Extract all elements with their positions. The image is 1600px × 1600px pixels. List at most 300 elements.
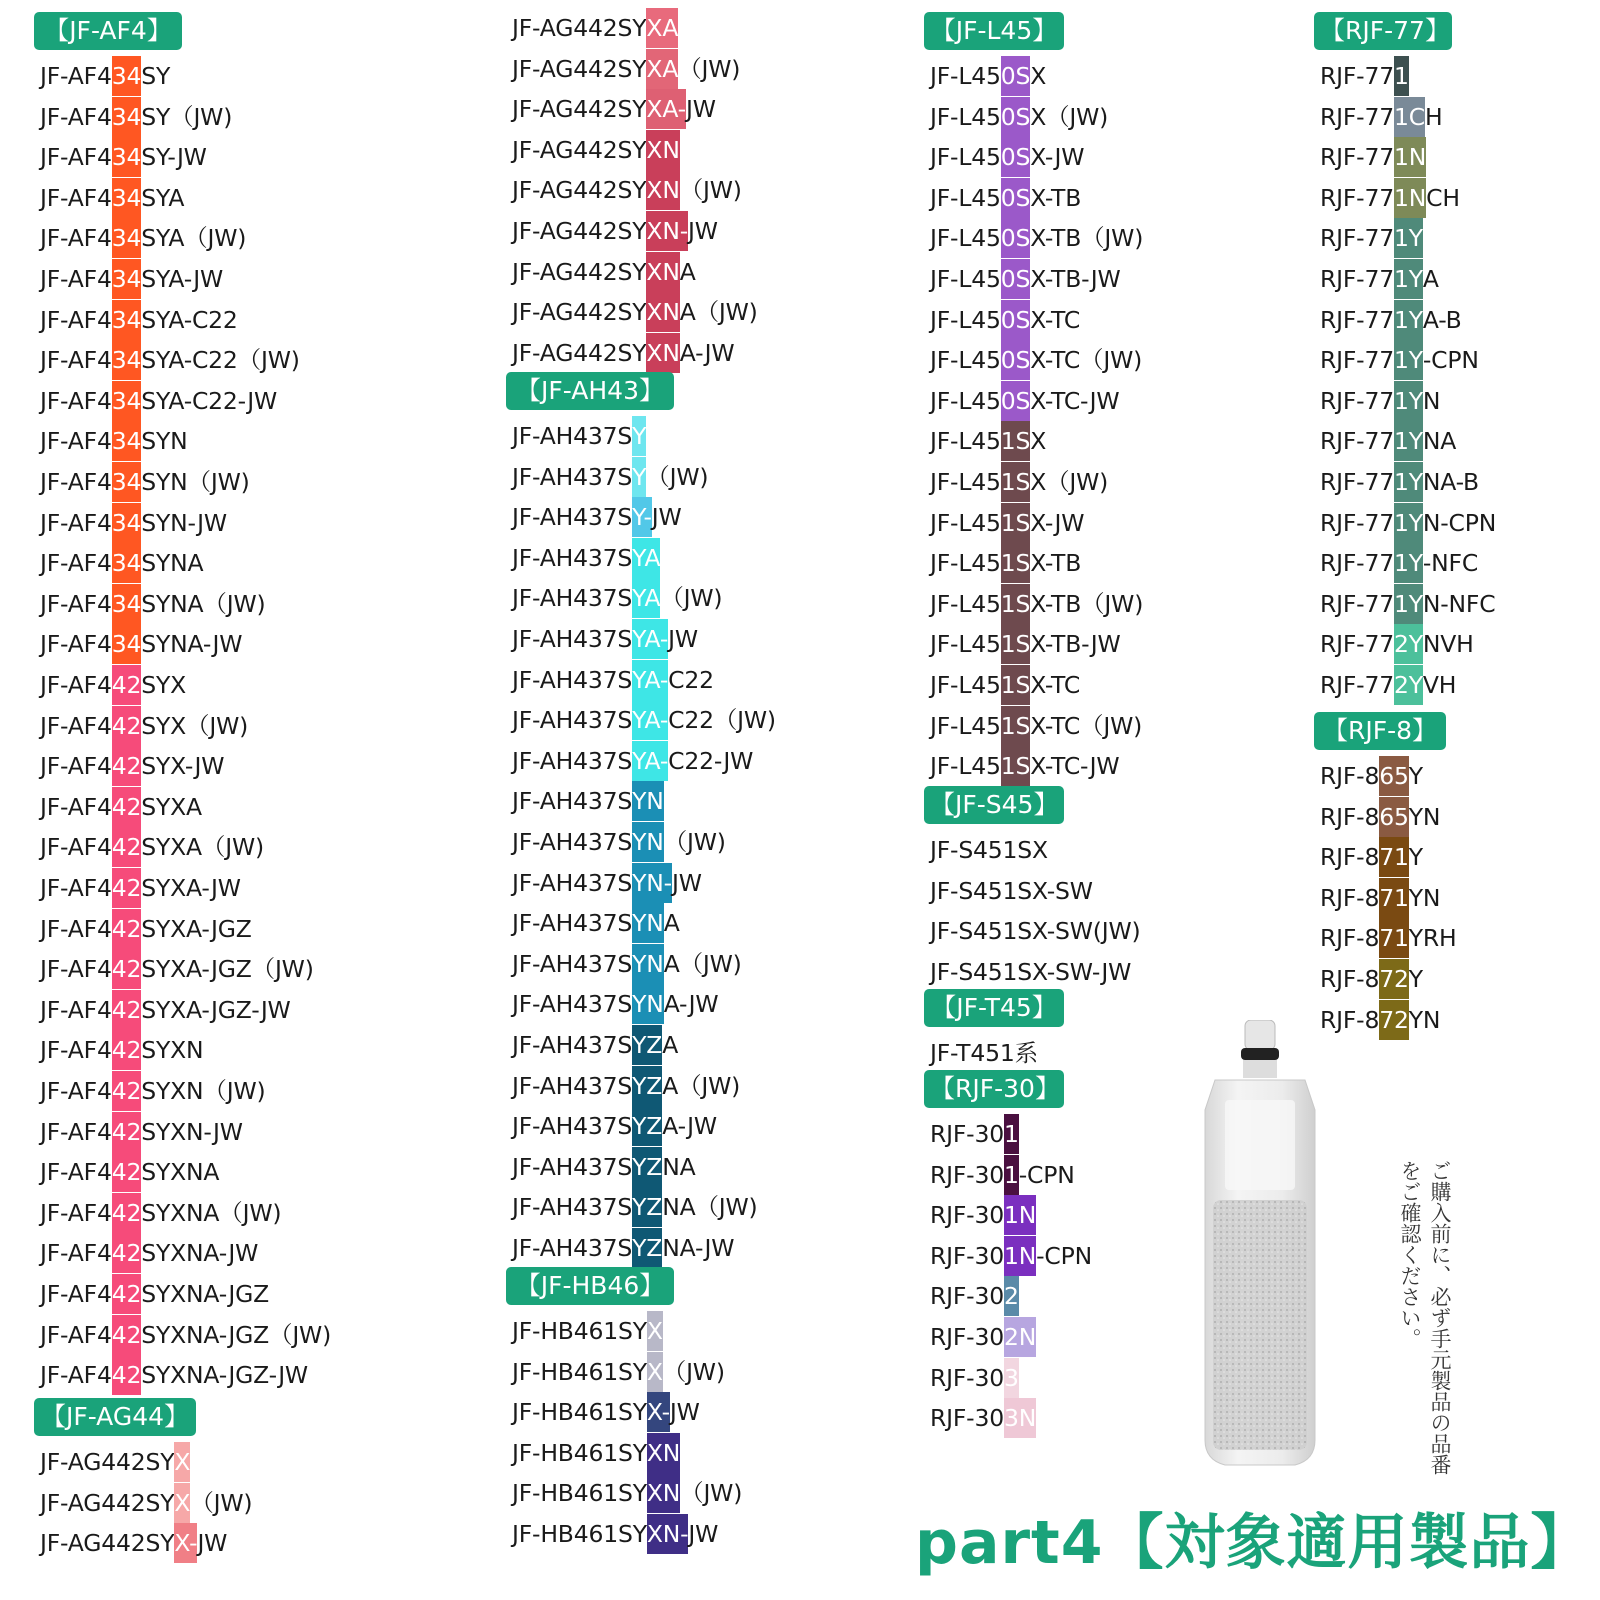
highlight-code: 3N [1004, 1398, 1036, 1438]
highlight-code: 42 [112, 1274, 142, 1314]
highlight-code: YA [632, 578, 660, 618]
model-prefix: JF-AF4 [40, 1198, 112, 1227]
model-number [40, 178, 184, 218]
model-prefix: JF-AF4 [40, 671, 112, 699]
model-number [40, 340, 300, 380]
model-number [930, 381, 1119, 421]
model-prefix: JF-L45 [930, 630, 1001, 659]
highlight-code: X [647, 1352, 663, 1392]
highlight-code: 1N [1004, 1236, 1036, 1276]
model-number [40, 259, 223, 299]
highlight-code: XN [646, 252, 679, 292]
model-prefix: RJF-8 [1320, 1005, 1380, 1034]
model-prefix: JF-L45 [930, 752, 1001, 781]
highlight-code: 1Y [1394, 462, 1423, 502]
model-prefix: JF-AH437S [512, 746, 633, 775]
model-prefix: JF-S451SX-SW-JW [930, 957, 1132, 986]
model-prefix: RJF-8 [1320, 883, 1380, 912]
model-suffix: SY [141, 62, 171, 90]
highlight-code: YA- [632, 660, 668, 700]
model-number [930, 178, 1081, 218]
model-prefix: JF-AF4 [40, 630, 112, 659]
highlight-code: YA- [632, 741, 668, 781]
model-prefix: JF-AF4 [40, 1158, 112, 1187]
highlight-code: 42 [112, 1315, 142, 1355]
model-prefix: JF-AF4 [40, 1117, 112, 1146]
highlight-code: YN [632, 984, 664, 1024]
model-suffix: X-TB-JW [1030, 630, 1121, 659]
model-number [1320, 56, 1409, 96]
highlight-code: 1S [1001, 706, 1030, 746]
highlight-code: 34 [112, 56, 142, 96]
model-suffix: SYA-JW [141, 265, 224, 293]
model-prefix: RJF-77 [1320, 183, 1394, 212]
highlight-code: 0S [1001, 259, 1030, 299]
highlight-code: YZ [632, 1147, 662, 1187]
model-number [512, 49, 740, 89]
model-prefix: RJF-30 [930, 1120, 1004, 1148]
model-suffix: JW [668, 625, 698, 653]
model-prefix: JF-AG442SY [512, 338, 647, 367]
model-number [930, 1155, 1075, 1195]
model-prefix: JF-AG442SY [512, 217, 647, 245]
highlight-code: 1S [1001, 543, 1030, 583]
model-prefix: JF-AF4 [40, 1036, 112, 1065]
highlight-code: YN [632, 781, 664, 821]
model-suffix: SYNA [141, 549, 204, 578]
highlight-code: 42 [112, 1112, 142, 1152]
model-number [40, 868, 241, 908]
model-number [40, 543, 203, 583]
model-number [930, 462, 1108, 502]
model-number [512, 1392, 700, 1432]
model-number [40, 1152, 219, 1192]
model-suffix: X [1030, 62, 1047, 90]
model-number [40, 1355, 308, 1395]
highlight-code: XN [647, 1433, 680, 1473]
model-number [930, 624, 1121, 664]
model-prefix: JF-AF4 [40, 711, 112, 740]
model-prefix: RJF-77 [1320, 671, 1394, 699]
highlight-code: 1S [1001, 421, 1030, 461]
series-badge: 【RJF-8】 [1314, 712, 1446, 750]
model-number [512, 619, 698, 659]
series-badge: 【JF-T45】 [924, 989, 1064, 1027]
highlight-code: 71 [1379, 837, 1409, 877]
model-suffix: Y [1408, 762, 1423, 790]
highlight-code: X [174, 1483, 190, 1523]
model-number [1320, 218, 1423, 258]
model-number [1320, 178, 1460, 218]
model-suffix: YN [1408, 1005, 1441, 1034]
model-number [512, 741, 753, 781]
highlight-code: 0S [1001, 56, 1030, 96]
model-prefix: RJF-30 [930, 1241, 1004, 1270]
highlight-code: 34 [112, 97, 142, 137]
model-number [40, 584, 265, 624]
model-suffix: -NFC [1422, 549, 1479, 578]
highlight-code: 42 [112, 1152, 142, 1192]
highlight-code: 72 [1379, 1000, 1409, 1040]
model-prefix: JF-AH437S [512, 584, 633, 613]
model-prefix: JF-AF4 [40, 833, 112, 862]
model-suffix: SYXN-JW [141, 1117, 243, 1146]
model-suffix: SYXA [141, 792, 202, 821]
model-suffix: （JW) [660, 584, 723, 613]
highlight-code: 2Y [1394, 624, 1423, 664]
series-badge: 【JF-S45】 [924, 786, 1064, 824]
highlight-code: 71 [1379, 878, 1409, 918]
model-prefix: RJF-30 [930, 1323, 1004, 1351]
model-suffix: SY（JW) [141, 102, 233, 131]
model-prefix: JF-L45 [930, 468, 1001, 496]
model-number [1320, 503, 1496, 543]
highlight-code: 71 [1379, 918, 1409, 958]
highlight-code: 34 [112, 137, 142, 177]
highlight-code: 42 [112, 706, 142, 746]
model-prefix: RJF-77 [1320, 427, 1394, 456]
highlight-code: 1S [1001, 746, 1030, 786]
highlight-code: YZ [632, 1066, 662, 1106]
model-number [40, 56, 170, 96]
model-number [512, 416, 646, 456]
highlight-code: YA [632, 538, 660, 578]
model-prefix: JF-AG442SY [512, 298, 647, 327]
model-prefix: JF-HB461SY [512, 1357, 647, 1386]
model-suffix: SY-JW [141, 143, 207, 172]
highlight-code: 34 [112, 543, 142, 583]
model-number [930, 1033, 1038, 1073]
model-number [1320, 340, 1479, 380]
model-prefix: JF-AG442SY [40, 1448, 175, 1476]
highlight-code: 42 [112, 1030, 142, 1070]
model-prefix: JF-AH437S [512, 990, 633, 1019]
highlight-code: X [647, 1311, 663, 1351]
highlight-code: XN [646, 292, 679, 332]
model-number [40, 909, 252, 949]
model-suffix: SYN-JW [141, 508, 227, 537]
model-prefix: RJF-77 [1320, 62, 1394, 90]
model-prefix: JF-AH437S [512, 1071, 633, 1100]
model-number [512, 578, 722, 618]
highlight-code: 1N [1004, 1195, 1036, 1235]
highlight-code: 1 [1004, 1114, 1019, 1154]
model-prefix: JF-HB461SY [512, 1317, 647, 1345]
highlight-code: 1 [1004, 1155, 1019, 1195]
model-suffix: X [1030, 427, 1047, 456]
model-prefix: JF-AH437S [512, 1031, 633, 1059]
highlight-code: X- [647, 1392, 670, 1432]
confirm-note: ご購入前に、必ず手元製品の品番をご確認ください。 [1398, 1160, 1452, 1475]
model-number [512, 170, 742, 210]
model-suffix: A-JW [662, 1112, 717, 1141]
highlight-code: 34 [112, 381, 142, 421]
model-number [40, 1315, 331, 1355]
model-suffix: SYXA-JGZ-JW [141, 995, 291, 1024]
model-number [40, 137, 207, 177]
model-prefix: JF-AF4 [40, 224, 112, 253]
model-suffix: SYXNA-JW [141, 1239, 259, 1268]
model-prefix: RJF-77 [1320, 265, 1394, 293]
highlight-code: 1Y [1394, 503, 1423, 543]
highlight-code: 42 [112, 1193, 142, 1233]
model-number [40, 218, 246, 258]
highlight-code: XA [646, 8, 678, 48]
model-prefix: JF-AH437S [512, 503, 633, 532]
model-prefix: JF-AF4 [40, 874, 112, 902]
highlight-code: 1Y [1394, 259, 1423, 299]
model-suffix: SYX-JW [141, 752, 225, 781]
model-suffix: Y [1408, 843, 1423, 872]
highlight-code: XN [646, 170, 679, 210]
highlight-code: 72 [1379, 959, 1409, 999]
model-suffix: SYNA-JW [141, 630, 243, 659]
model-number [930, 1276, 1019, 1316]
model-suffix: X-TC-JW [1030, 752, 1120, 781]
model-number [930, 137, 1084, 177]
model-number [930, 706, 1142, 746]
model-number [512, 660, 714, 700]
model-number [40, 787, 202, 827]
series-badge: 【JF-AH43】 [506, 372, 674, 410]
model-prefix: JF-S451SX-SW [930, 876, 1093, 905]
model-number [512, 700, 776, 740]
model-number [1320, 918, 1457, 958]
model-number [512, 1187, 758, 1227]
highlight-code: 34 [112, 584, 142, 624]
model-prefix: JF-AH437S [512, 828, 633, 856]
model-prefix: JF-AF4 [40, 143, 112, 172]
model-suffix: A-B [1422, 305, 1462, 334]
model-number [512, 1311, 663, 1351]
model-prefix: RJF-8 [1320, 924, 1380, 953]
model-prefix: JF-AH437S [512, 1234, 633, 1262]
model-suffix: C22-JW [668, 746, 754, 775]
highlight-code: 34 [112, 300, 142, 340]
model-suffix: YN [1408, 883, 1441, 912]
model-suffix: （JW) [678, 54, 741, 83]
highlight-code: Y [632, 416, 646, 456]
model-prefix: JF-AH437S [512, 949, 633, 978]
model-prefix: JF-AF4 [40, 1320, 112, 1349]
model-prefix: RJF-30 [930, 1160, 1004, 1189]
model-prefix: JF-S451SX [930, 836, 1048, 864]
model-number [1320, 462, 1479, 502]
model-number [930, 746, 1119, 786]
model-prefix: JF-L45 [930, 143, 1001, 172]
model-number [40, 1483, 252, 1523]
model-suffix: N-NFC [1422, 589, 1496, 618]
model-number [930, 952, 1131, 992]
model-prefix: JF-AG442SY [512, 176, 647, 205]
model-suffix: X-TB [1030, 549, 1082, 578]
model-number [512, 1514, 718, 1554]
model-number [512, 822, 726, 862]
highlight-code: 34 [112, 503, 142, 543]
model-number [1320, 381, 1440, 421]
highlight-code: 1Y [1394, 584, 1423, 624]
highlight-code: YZ [632, 1228, 662, 1268]
model-suffix: （JW) [646, 462, 709, 491]
model-suffix: X-TC [1030, 671, 1081, 699]
highlight-code: 1Y [1394, 381, 1423, 421]
highlight-code: 42 [112, 787, 142, 827]
model-suffix: SYXNA（JW) [141, 1198, 282, 1227]
model-number [512, 292, 758, 332]
model-suffix: SYNA（JW) [141, 589, 266, 618]
highlight-code: 1Y [1394, 421, 1423, 461]
model-suffix: A（JW) [663, 949, 742, 978]
highlight-code: YN [632, 903, 664, 943]
model-number [40, 1030, 203, 1070]
model-number [930, 543, 1081, 583]
highlight-code: 1 [1394, 56, 1409, 96]
model-number [1320, 1000, 1440, 1040]
model-prefix: JF-AF4 [40, 62, 112, 90]
model-number [40, 1442, 190, 1482]
highlight-code: YZ [632, 1187, 662, 1227]
model-number [930, 1358, 1019, 1398]
model-number [512, 863, 702, 903]
model-number [512, 984, 718, 1024]
model-prefix: JF-AH437S [512, 909, 633, 938]
model-number [930, 1398, 1036, 1438]
model-number [1320, 543, 1478, 583]
model-suffix: SYXA-JGZ（JW) [141, 955, 314, 984]
model-prefix: RJF-77 [1320, 468, 1394, 496]
model-number [512, 903, 680, 943]
model-number [1320, 97, 1442, 137]
model-suffix: X-TC-JW [1030, 386, 1120, 415]
model-number [40, 665, 186, 705]
model-number [512, 1228, 734, 1268]
model-number [512, 89, 716, 129]
model-number [512, 1352, 725, 1392]
highlight-code: 34 [112, 421, 142, 461]
model-number [40, 1193, 281, 1233]
highlight-code: 42 [112, 990, 142, 1030]
model-number [40, 1112, 243, 1152]
model-suffix: A-JW [679, 338, 735, 367]
highlight-code: 1N [1394, 178, 1426, 218]
model-number [512, 252, 696, 292]
model-prefix: JF-HB461SY [512, 1438, 647, 1467]
model-suffix: A [662, 1031, 679, 1059]
model-prefix: JF-L45 [930, 346, 1001, 375]
page-footer-title: part4【対象適用製品】 [915, 1508, 1592, 1578]
highlight-code: 1C [1394, 97, 1425, 137]
model-number [930, 300, 1080, 340]
model-suffix: -CPN [1036, 1241, 1092, 1270]
model-number [1320, 959, 1423, 999]
model-number [40, 949, 314, 989]
model-suffix: SYXNA-JGZ（JW) [141, 1320, 332, 1349]
model-prefix: JF-AG442SY [512, 54, 647, 83]
model-suffix: JW [671, 868, 702, 897]
model-suffix: YRH [1408, 924, 1457, 953]
model-number [930, 56, 1046, 96]
model-prefix: RJF-77 [1320, 589, 1394, 618]
model-suffix: NA-JW [662, 1234, 735, 1262]
model-number [40, 1071, 265, 1111]
model-suffix: NA-B [1422, 468, 1479, 496]
model-prefix: JF-AF4 [40, 1361, 112, 1390]
highlight-code: XN [647, 1473, 680, 1513]
model-suffix: JW [651, 503, 682, 532]
model-suffix: SYA-C22（JW) [141, 346, 300, 375]
model-prefix: RJF-8 [1320, 965, 1380, 993]
model-suffix: A [1422, 265, 1439, 293]
highlight-code: XN- [646, 211, 688, 251]
highlight-code: XA- [646, 89, 686, 129]
model-number [930, 218, 1143, 258]
model-number [40, 300, 238, 340]
model-prefix: RJF-30 [930, 1363, 1004, 1392]
model-suffix: A-JW [663, 990, 719, 1019]
highlight-code: 42 [112, 827, 142, 867]
model-suffix: -CPN [1422, 346, 1479, 375]
model-suffix: NA（JW) [662, 1193, 758, 1222]
model-prefix: JF-L45 [930, 427, 1001, 456]
model-prefix: JF-AH437S [512, 625, 633, 653]
model-suffix: -CPN [1018, 1160, 1075, 1189]
model-number [512, 1433, 680, 1473]
filter-cartridge-image [1195, 1020, 1325, 1470]
model-prefix: RJF-77 [1320, 102, 1394, 131]
model-number [512, 1147, 695, 1187]
model-suffix: X-TB（JW) [1030, 224, 1144, 253]
highlight-code: XN- [647, 1514, 689, 1554]
model-number [930, 830, 1048, 870]
highlight-code: 1Y [1394, 300, 1423, 340]
model-prefix: JF-AH437S [512, 1193, 633, 1222]
highlight-code: XN [646, 333, 679, 373]
model-number [40, 462, 250, 502]
model-number [1320, 259, 1439, 299]
model-number [512, 8, 678, 48]
highlight-code: YN [632, 944, 664, 984]
highlight-code: YN [632, 822, 664, 862]
highlight-code: 42 [112, 665, 142, 705]
model-prefix: JF-AG442SY [40, 1488, 175, 1517]
highlight-code: 0S [1001, 300, 1030, 340]
model-number [930, 665, 1080, 705]
highlight-code: 42 [112, 1355, 142, 1395]
model-number [512, 1066, 740, 1106]
highlight-code: YA- [632, 700, 668, 740]
model-prefix: JF-AF4 [40, 792, 112, 821]
model-suffix: NA [1422, 427, 1457, 456]
model-prefix: JF-AH437S [512, 868, 633, 897]
highlight-code: 1N [1394, 137, 1426, 177]
highlight-code: 0S [1001, 340, 1030, 380]
model-prefix: JF-AH437S [512, 787, 633, 816]
model-prefix: RJF-8 [1320, 762, 1380, 790]
series-badge: 【JF-AG44】 [34, 1398, 196, 1436]
model-number [930, 911, 1140, 951]
model-number [512, 944, 742, 984]
model-number [512, 211, 718, 251]
highlight-code: 2N [1004, 1317, 1036, 1357]
model-suffix: （JW) [679, 176, 742, 205]
model-number [1320, 797, 1440, 837]
highlight-code: 0S [1001, 178, 1030, 218]
model-prefix: RJF-77 [1320, 224, 1394, 253]
model-prefix: JF-AF4 [40, 1239, 112, 1268]
model-number [930, 259, 1121, 299]
model-prefix: RJF-77 [1320, 508, 1394, 537]
model-number [930, 1114, 1019, 1154]
